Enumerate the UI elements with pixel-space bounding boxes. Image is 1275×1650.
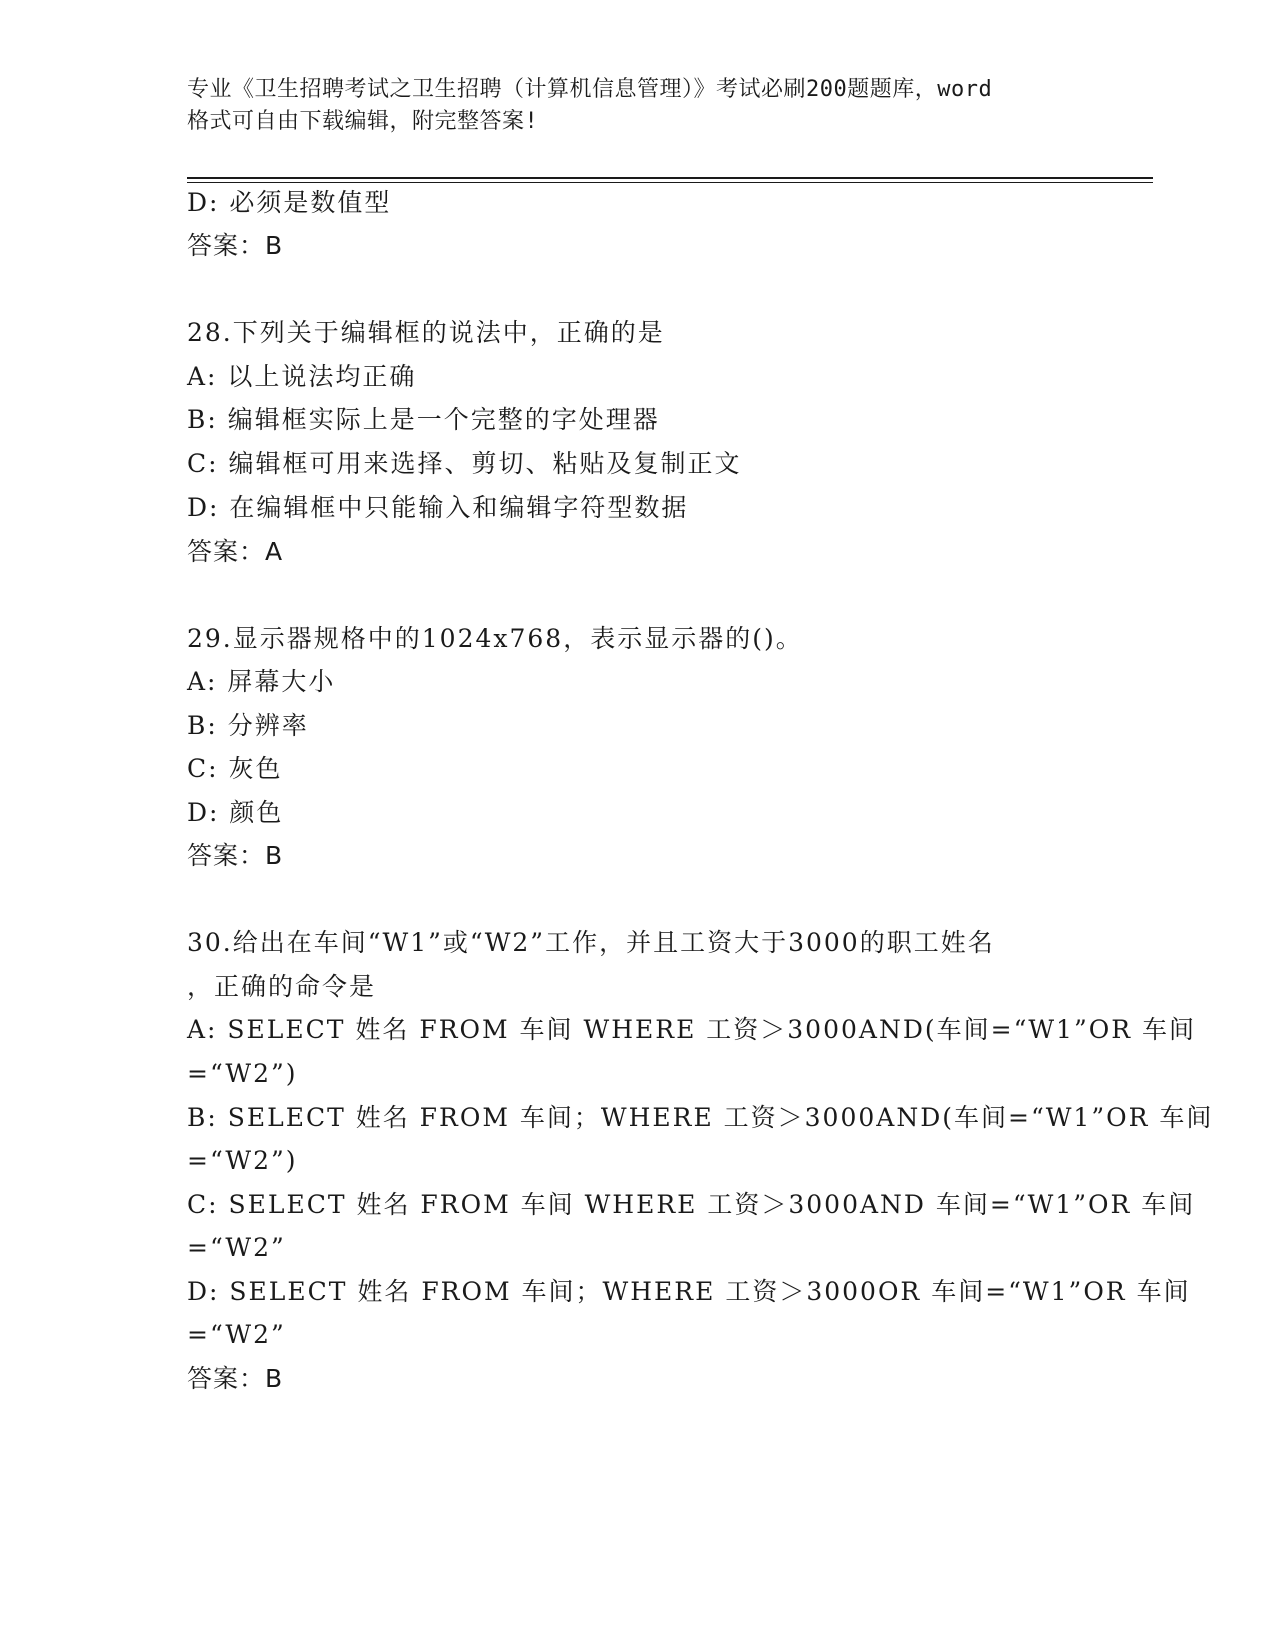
q30-option-d-line-2: =“W2”: [187, 1320, 286, 1349]
q28-option-d: D: 在编辑框中只能输入和编辑字符型数据: [187, 493, 689, 522]
q30-option-d-line-1: D: SELECT 姓名 FROM 车间；WHERE 工资＞3000OR 车间=“W1”OR 车间: [187, 1277, 1191, 1306]
q29-stem: 29.显示器规格中的1024x768，表示显示器的()。: [187, 624, 803, 653]
q28-stem: 28.下列关于编辑框的说法中，正确的是: [187, 318, 665, 347]
q27-option-d: D: 必须是数值型: [187, 188, 392, 217]
q30-option-a-line-2: =“W2”): [187, 1059, 298, 1088]
q30-option-b-line-1: B: SELECT 姓名 FROM 车间；WHERE 工资＞3000AND(车间=“W1”OR 车间: [187, 1103, 1214, 1132]
q30-option-c-line-1: C: SELECT 姓名 FROM 车间 WHERE 工资＞3000AND 车间=“W1”OR 车间: [187, 1190, 1196, 1219]
header-title-line-2: 格式可自由下载编辑，附完整答案!: [187, 109, 539, 134]
q30-option-c-line-2: =“W2”: [187, 1233, 286, 1262]
header-divider-thin: [187, 182, 1153, 183]
q28-option-a: A: 以上说法均正确: [187, 362, 417, 391]
q29-option-b: B: 分辨率: [187, 711, 309, 740]
q28-option-c: C: 编辑框可用来选择、剪切、粘贴及复制正文: [187, 449, 742, 478]
q28-answer: 答案：A: [187, 537, 284, 566]
q27-answer: 答案：B: [187, 231, 284, 260]
q30-answer: 答案：B: [187, 1364, 284, 1393]
q30-stem-line-1: 30.给出在车间“W1”或“W2”工作，并且工资大于3000的职工姓名: [187, 928, 995, 957]
header-title-line-1: 专业《卫生招聘考试之卫生招聘（计算机信息管理）》考试必刷200题题库，word: [187, 77, 993, 102]
document-header: [187, 74, 1097, 138]
q29-answer: 答案：B: [187, 841, 284, 870]
q28-option-b: B: 编辑框实际上是一个完整的字处理器: [187, 405, 660, 434]
q29-option-d: D: 颜色: [187, 798, 284, 827]
header-divider-thick: [187, 177, 1153, 179]
q29-option-c: C: 灰色: [187, 754, 283, 783]
q30-option-a-line-1: A: SELECT 姓名 FROM 车间 WHERE 工资＞3000AND(车间=“W1”OR 车间: [187, 1015, 1196, 1044]
q30-stem-line-2: ，正确的命令是: [187, 972, 377, 1001]
q29-option-a: A: 屏幕大小: [187, 667, 336, 696]
q30-option-b-line-2: =“W2”): [187, 1146, 298, 1175]
